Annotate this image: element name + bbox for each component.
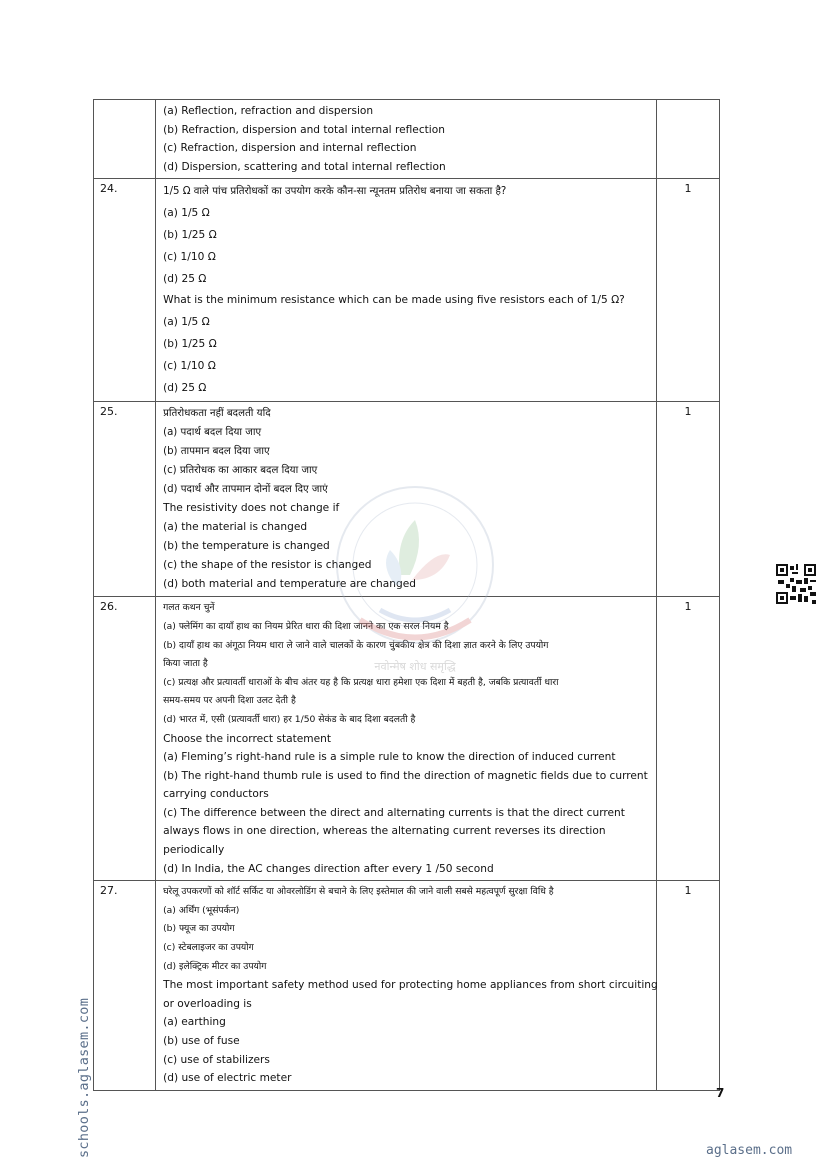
question-line: (a) earthing <box>163 1016 226 1029</box>
question-line: always flows in one direction, whereas the alternating current reverses its direction <box>163 825 606 838</box>
marks-value: 1 <box>684 182 692 196</box>
question-line: (d) भारत में, एसी (प्रत्यावर्ती धारा) हर 1/50 सेकंड के बाद दिशा बदलती है <box>163 713 416 725</box>
question-line: (a) पदार्थ बदल दिया जाए <box>163 427 262 439</box>
question-line: (c) The difference between the direct and alternating currents is that the direct current <box>163 806 625 819</box>
question-line: The most important safety method used for protecting home appliances from short circuiting <box>163 979 658 992</box>
marks-value <box>657 100 719 103</box>
question-number: 24. <box>100 182 118 196</box>
question-line: (b) 1/25 Ω <box>163 337 217 350</box>
question-body <box>156 100 656 178</box>
question-line: Choose the incorrect statement <box>163 732 331 745</box>
question-line: प्रतिरोधकता नहीं बदलती यदि <box>163 408 271 420</box>
question-line: (b) the temperature is changed <box>163 540 330 553</box>
question-line: समय-समय पर अपनी दिशा उलट देती है <box>163 695 296 707</box>
question-number: 25. <box>100 405 118 419</box>
question-text-cell <box>156 179 657 402</box>
question-body <box>156 881 656 1090</box>
question-line: The resistivity does not change if <box>163 502 340 515</box>
marks-value: 1 <box>684 884 692 898</box>
question-line: carrying conductors <box>163 788 269 801</box>
question-number-cell <box>94 402 156 597</box>
question-line: (d) इलेक्ट्रिक मीटर का उपयोग <box>163 960 267 972</box>
question-line: (d) both material and temperature are changed <box>163 578 416 591</box>
question-line: (d) Dispersion, scattering and total internal reflection <box>163 160 446 173</box>
question-line: (a) Reflection, refraction and dispersion <box>163 105 374 117</box>
question-number-cell <box>94 100 156 179</box>
question-number <box>94 100 155 103</box>
question-line: (c) use of stabilizers <box>163 1053 270 1066</box>
question-number-cell <box>94 881 156 1091</box>
question-line: (c) Refraction, dispersion and internal reflection <box>163 142 417 155</box>
page-number: 7 <box>716 1086 725 1100</box>
question-line: (b) The right-hand thumb rule is used to find the direction of magnetic fields due to current <box>163 769 648 782</box>
question-row <box>94 881 720 1091</box>
question-line: (a) 1/5 Ω <box>163 316 210 329</box>
question-line: 1/5 Ω वाले पांच प्रतिरोधकों का उपयोग करके कौन-सा न्यूनतम प्रतिरोध बनाया जा सकता है? <box>163 186 507 198</box>
question-line: (a) फ्लेमिंग का दायाँ हाथ का नियम प्रेरित धारा की दिशा जानने का एक सरल नियम है <box>163 620 449 632</box>
question-line: or overloading is <box>163 997 252 1010</box>
question-line: (b) Refraction, dispersion and total internal reflection <box>163 123 445 136</box>
question-line: (a) the material is changed <box>163 521 308 534</box>
question-line: (c) 1/10 Ω <box>163 359 216 372</box>
question-number: 26. <box>100 600 118 614</box>
question-line: (c) 1/10 Ω <box>163 250 216 263</box>
brand-watermark: aglasem.com <box>706 1143 793 1158</box>
question-body <box>156 179 656 401</box>
question-line: (d) पदार्थ और तापमान दोनों बदल दिए जाएं <box>163 484 328 496</box>
question-line: (d) 25 Ω <box>163 381 207 394</box>
marks-cell <box>656 100 719 179</box>
question-line: (a) 1/5 Ω <box>163 207 210 220</box>
question-line: (b) फ्यूज का उपयोग <box>163 923 235 935</box>
question-line: गलत कथन चुनें <box>163 602 215 614</box>
question-line: (d) In India, the AC changes direction after every 1 /50 second <box>163 862 494 875</box>
question-row <box>94 100 720 179</box>
question-line: periodically <box>163 844 225 857</box>
marks-value: 1 <box>684 600 692 614</box>
question-line: (d) use of electric meter <box>163 1072 292 1085</box>
question-line: What is the minimum resistance which can be made using five resistors each of 1/5 Ω? <box>163 294 625 307</box>
question-line: (b) तापमान बदल दिया जाए <box>163 446 270 458</box>
question-line: (c) प्रतिरोधक का आकार बदल दिया जाए <box>163 465 318 477</box>
question-number-cell <box>94 597 156 881</box>
question-line: (a) Fleming’s right-hand rule is a simple rule to know the direction of induced current <box>163 751 616 764</box>
marks-cell <box>656 402 719 597</box>
question-text-cell <box>156 100 657 179</box>
question-line: (a) अर्थिंग (भूसंपर्कन) <box>163 904 240 916</box>
question-text-cell <box>156 881 657 1091</box>
question-line: (d) 25 Ω <box>163 272 207 285</box>
question-line: किया जाता है <box>163 658 208 670</box>
marks-cell <box>656 881 719 1091</box>
marks-value: 1 <box>684 405 692 419</box>
institution-seal-watermark <box>300 470 530 680</box>
seal-motto: नवोन्मेष शोध समृद्धि <box>374 660 456 673</box>
vertical-site-watermark: schools.aglasem.com <box>76 997 92 1158</box>
marks-cell <box>656 179 719 402</box>
qr-code-icon <box>776 564 816 604</box>
question-line: घरेलू उपकरणों को शॉर्ट सर्किट या ओवरलोडिंग से बचाने के लिए इस्तेमाल की जाने वाली सबसे महत्वपूर्ण सुरक्षा विधि है <box>163 886 554 898</box>
question-line: (c) स्टेबलाइजर का उपयोग <box>163 942 254 954</box>
question-number: 27. <box>100 884 118 898</box>
marks-cell <box>656 597 719 881</box>
question-number-cell <box>94 179 156 402</box>
question-line: (c) the shape of the resistor is changed <box>163 559 372 572</box>
question-line: (b) use of fuse <box>163 1035 240 1047</box>
question-row <box>94 179 720 402</box>
question-line: (c) प्रत्यक्ष और प्रत्यावर्ती धाराओं के बीच अंतर यह है कि प्रत्यक्ष धारा हमेशा एक दिशा में बहती है, जबकि प्रत्यावर्ती धारा <box>163 676 559 688</box>
question-line: (b) दायाँ हाथ का अंगूठा नियम धारा ले जाने वाले चालकों के कारण चुंबकीय क्षेत्र की दिशा ज्ञात करने के लिए उपयोग <box>163 639 549 651</box>
question-line: (b) 1/25 Ω <box>163 228 217 241</box>
